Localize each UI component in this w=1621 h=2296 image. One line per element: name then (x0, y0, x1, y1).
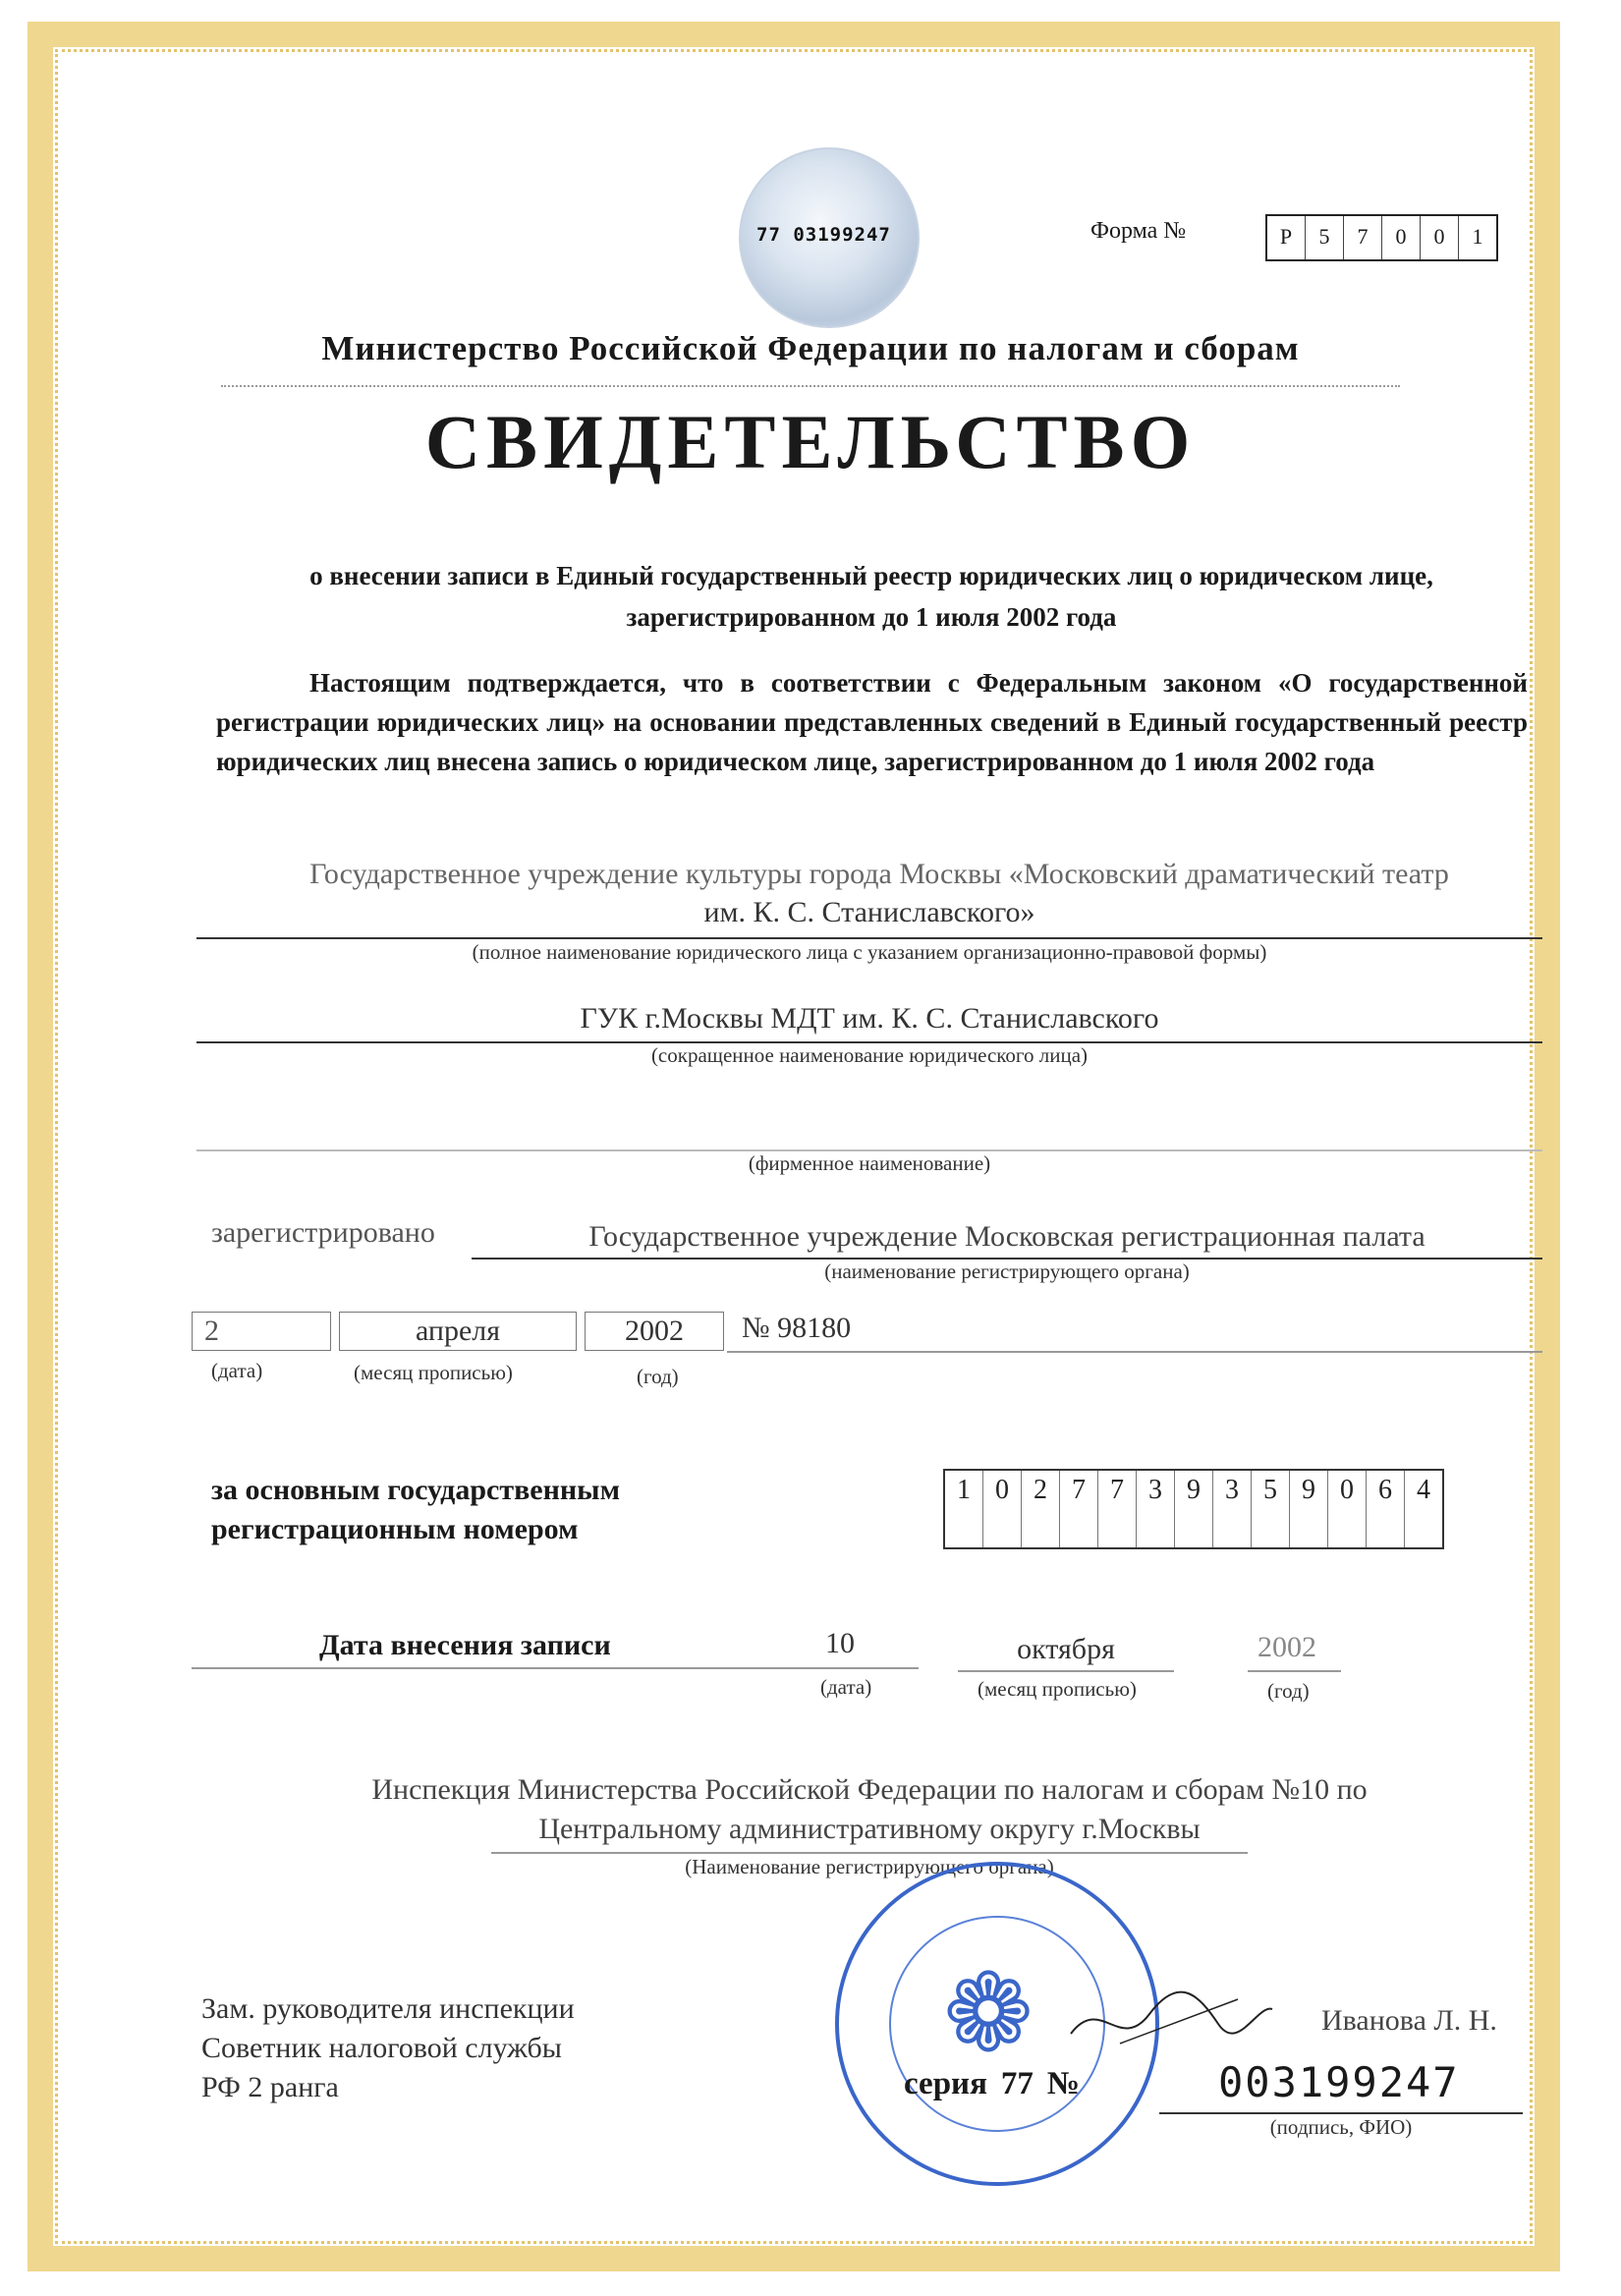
series-no-label: № (1046, 2066, 1081, 2101)
hologram-number: 77 03199247 (756, 224, 891, 246)
signatory-name: Иванова Л. Н. (1321, 2004, 1497, 2037)
signature-underline (1159, 2112, 1523, 2114)
reg-month-box (339, 1312, 577, 1351)
ogrn-digit: 7 (1060, 1471, 1098, 1547)
reg-day-hint: (дата) (211, 1359, 263, 1382)
short-name: ГУК г.Москвы МДТ им. К. С. Станиславского (580, 1002, 1159, 1035)
signature (1061, 1975, 1277, 2063)
entry-year-hint: (год) (1267, 1679, 1310, 1703)
inspection-line1: Инспекция Министерства Российской Федерации по налогам и сборам №10 по (371, 1773, 1368, 1806)
document-title: СВИДЕТЕЛЬСТВО (424, 399, 1197, 484)
entry-date-label-underline (192, 1667, 919, 1669)
ogrn-digit: 3 (1137, 1471, 1175, 1547)
ogrn-digit: 9 (1290, 1471, 1328, 1547)
signature-hint: (подпись, ФИО) (1269, 2115, 1413, 2139)
document-subtitle: о внесении записи в Единый государственный реестр юридических лиц о юридическом лице, зарегистрированном до 1 июля 2002 года (309, 561, 1433, 632)
reg-year-box (585, 1312, 724, 1351)
entry-date-label: Дата внесения записи (319, 1629, 611, 1661)
eagle-emblem-icon: ❁ (943, 1954, 1034, 2074)
series-number: 003199247 (1218, 2058, 1460, 2106)
reg-number: № 98180 (742, 1312, 852, 1344)
signatory-position-line2: Советник налоговой службы (201, 2032, 562, 2064)
ogrn-label-line1: за основным государственным (211, 1474, 621, 1506)
form-code-char: 7 (1344, 216, 1382, 259)
form-code-char: 1 (1472, 224, 1483, 249)
inspection-hint: (Наименование регистрирующего органа) (685, 1855, 1054, 1878)
statement-paragraph: Настоящим подтверждается, что в соответствии с Федеральным законом «О государственной регистрации юридических лиц» на основании представленных сведений в Единый государственный реестр юридических лиц внесена запись о юридическом лице, зарегистрированном до 1 июля 2002 года (216, 668, 1528, 776)
decorative-border-inner (55, 49, 1533, 2244)
entry-day-hint: (дата) (820, 1675, 872, 1699)
form-label: Форма № (1090, 218, 1187, 244)
reg-month: апреля (415, 1315, 501, 1347)
divider (221, 385, 1400, 387)
entry-year: 2002 (1258, 1631, 1316, 1663)
series-line (904, 2066, 1080, 2102)
form-code-char: 0 (1421, 216, 1459, 259)
entry-day: 10 (825, 1627, 855, 1659)
form-code-char: 0 (1382, 216, 1421, 259)
ogrn-label-line2: регистрационным номером (211, 1513, 579, 1545)
reg-day: 2 (204, 1315, 219, 1347)
ogrn-digit: 1 (945, 1471, 983, 1547)
inspection-underline (491, 1852, 1248, 1854)
inspection-line2: Центральному административному округу г.Москвы (538, 1813, 1201, 1845)
entry-month: октября (1017, 1633, 1115, 1665)
form-code-char: 5 (1306, 216, 1344, 259)
full-name-line1: Государственное учреждение культуры города Москвы «Московский драматический театр (309, 858, 1449, 890)
full-name-line2: им. К. С. Станиславского» (703, 896, 1035, 928)
reg-day-box (192, 1312, 331, 1351)
ogrn-digit: 9 (1175, 1471, 1213, 1547)
reg-year: 2002 (625, 1315, 684, 1347)
short-name-hint: (сокращенное наименование юридического лица) (650, 1043, 1089, 1067)
entry-month-hint: (месяц прописью) (978, 1677, 1137, 1701)
registered-label: зарегистрировано (211, 1216, 435, 1249)
form-code (1265, 214, 1498, 261)
signatory-position-line3: РФ 2 ранга (201, 2071, 339, 2103)
signatory-position-line1: Зам. руководителя инспекции (201, 1992, 575, 2025)
reg-year-hint: (год) (637, 1365, 679, 1388)
full-name-underline (196, 937, 1542, 939)
series-label: серия (904, 2066, 987, 2101)
ogrn-digit: 7 (1098, 1471, 1137, 1547)
entry-month-underline (958, 1670, 1174, 1672)
ogrn-digit: 4 (1417, 1475, 1430, 1505)
entry-year-underline (1248, 1670, 1341, 1672)
full-name-hint: (полное наименование юридического лица с указанием организационно-правовой формы) (472, 940, 1267, 964)
ogrn-digit: 3 (1213, 1471, 1252, 1547)
registering-organ: Государственное учреждение Московская регистрационная палата (588, 1220, 1425, 1253)
form-code-char: Р (1267, 216, 1306, 259)
ogrn-digit: 5 (1252, 1471, 1290, 1547)
ogrn-digit: 0 (1328, 1471, 1367, 1547)
ministry-heading: Министерство Российской Федерации по налогам и сборам (321, 329, 1300, 367)
brand-name-hint: (фирменное наименование) (748, 1151, 991, 1175)
ogrn-digit: 2 (1022, 1471, 1060, 1547)
ogrn-number (943, 1469, 1444, 1549)
series-region: 77 (1000, 2066, 1034, 2101)
registering-organ-hint: (наименование регистрирующего органа) (824, 1260, 1190, 1283)
ogrn-digit: 0 (983, 1471, 1022, 1547)
reg-month-hint: (месяц прописью) (354, 1361, 513, 1384)
ogrn-digit: 6 (1367, 1471, 1405, 1547)
reg-number-underline (727, 1351, 1542, 1353)
